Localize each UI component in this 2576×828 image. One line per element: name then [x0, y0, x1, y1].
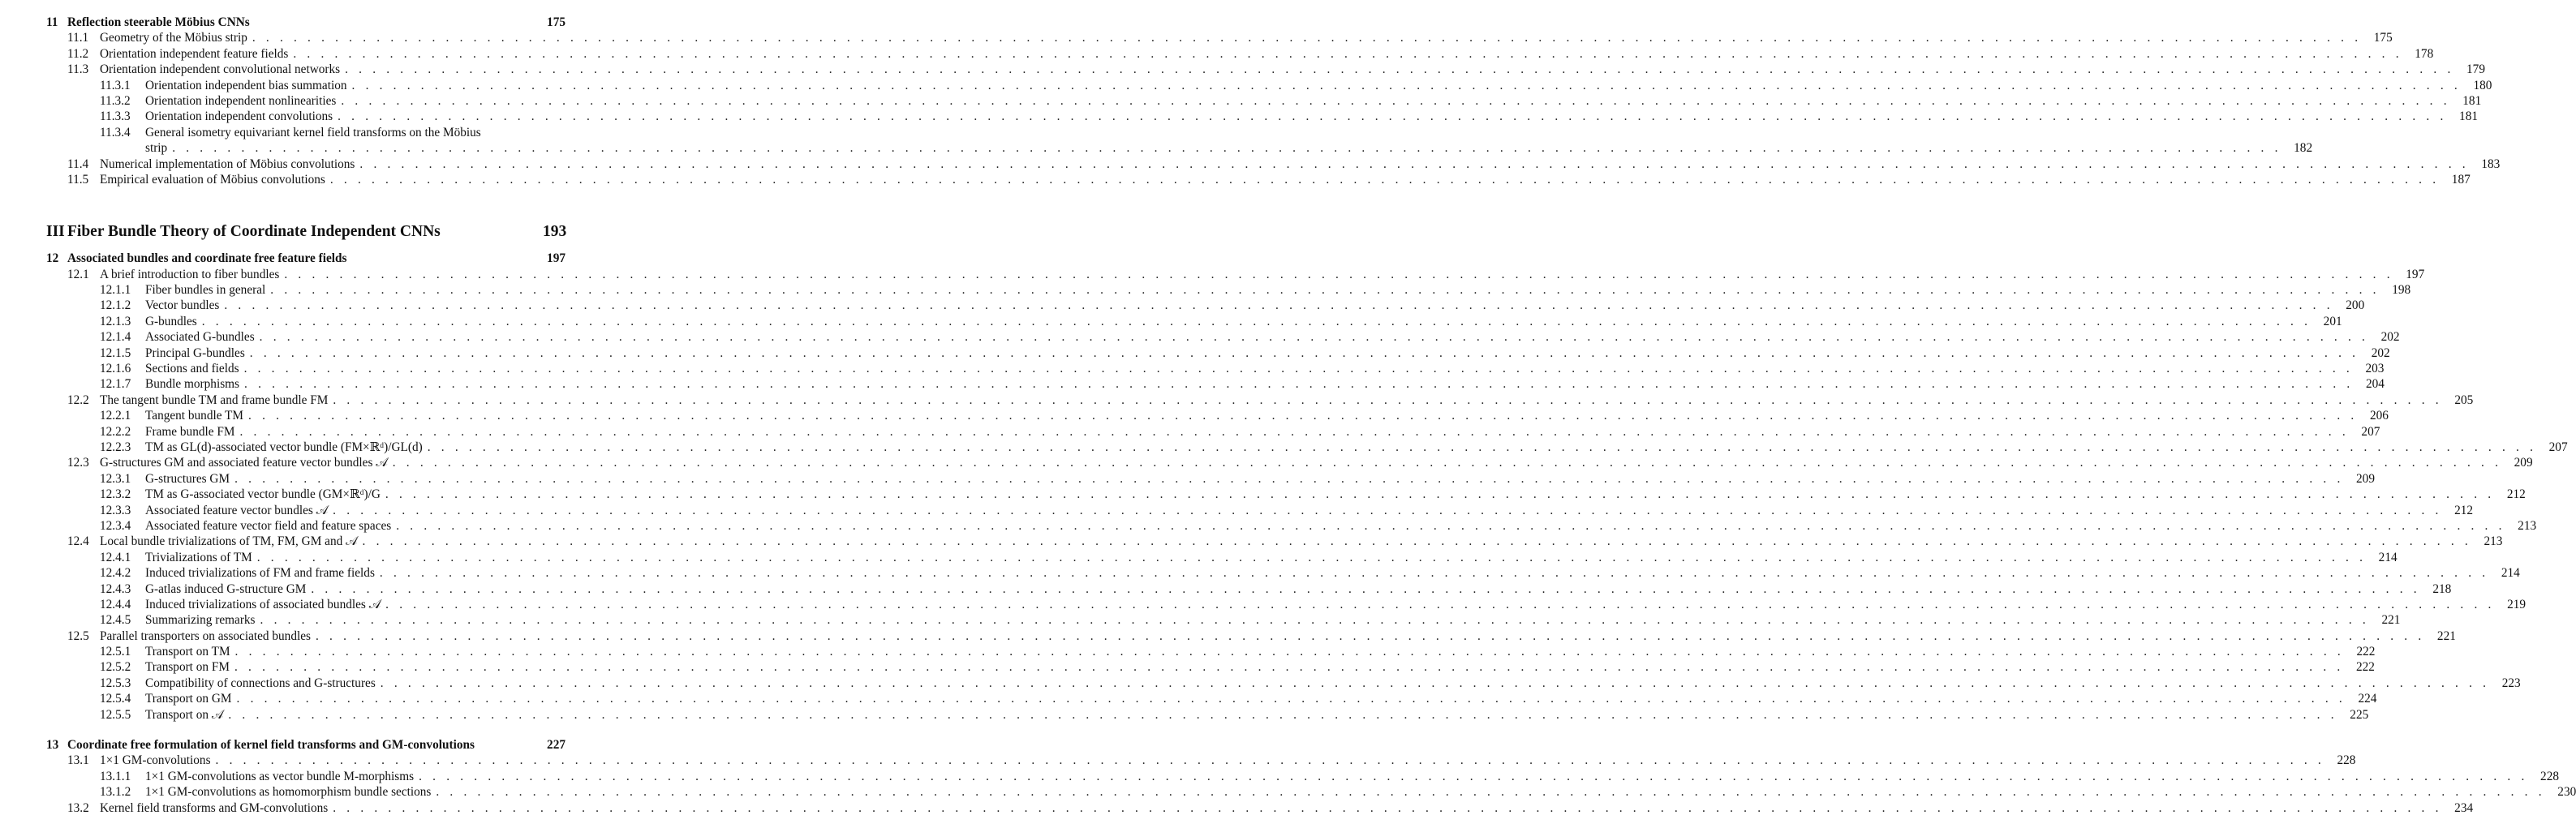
- entry-page-number: 202: [2380, 330, 2400, 345]
- toc-subsection-entry[interactable]: [46, 125, 2313, 157]
- entry-title: Kernel field transforms and GM-convolutions: [100, 800, 329, 815]
- entry-title-line2: strip: [145, 141, 168, 156]
- entry-number: 12.2.1: [100, 409, 131, 423]
- toc-section-entry[interactable]: [46, 30, 2393, 45]
- entry-title: Compatibility of connections and G-structures: [145, 676, 376, 690]
- toc-subsection-entry[interactable]: [46, 78, 2492, 93]
- entry-page-number: 181: [2459, 109, 2478, 124]
- entry-page-number: 178: [2415, 46, 2434, 61]
- entry-title: Trivializations of TM: [145, 550, 252, 564]
- entry-title: General isometry equivariant kernel field transforms on the Möbius: [145, 125, 481, 139]
- entry-number: 11.5: [67, 172, 89, 187]
- entry-title: Induced trivializations of FM and frame fields: [145, 566, 375, 581]
- toc-part-entry[interactable]: [46, 220, 566, 244]
- leader-dots: [260, 329, 2369, 345]
- toc-section-entry[interactable]: [46, 172, 2471, 187]
- leader-dots: [436, 784, 2545, 800]
- leader-dots: [244, 361, 2354, 376]
- entry-page-number: 182: [2294, 141, 2313, 156]
- entry-number: 11.4: [67, 157, 89, 171]
- entry-title: G-structures GM and associated feature vector bundles 𝒜: [100, 456, 388, 470]
- leader-dots: [396, 518, 2505, 534]
- toc-section-entry[interactable]: [46, 267, 2425, 282]
- entry-page-number: 221: [2436, 629, 2456, 643]
- entry-title: Reflection steerable Möbius CNNs: [67, 15, 250, 29]
- entry-title: Summarizing remarks: [145, 613, 256, 628]
- entry-number: 11.2: [67, 46, 89, 61]
- toc-subsection-entry[interactable]: [46, 329, 2400, 345]
- toc-subsection-entry[interactable]: [46, 518, 2537, 534]
- entry-number: 12.4.2: [100, 566, 131, 581]
- entry-page-number: 213: [2518, 518, 2537, 533]
- entry-title: Fiber bundles in general: [145, 283, 266, 298]
- entry-number: 12.3.1: [100, 471, 131, 486]
- leader-dots: [311, 581, 2420, 597]
- toc-subsection-entry[interactable]: [46, 565, 2520, 581]
- leader-dots: [359, 157, 2469, 172]
- entry-number: 12.5.5: [100, 707, 131, 722]
- entry-number: 12.4.4: [100, 597, 131, 611]
- toc-section-entry[interactable]: [46, 753, 2356, 768]
- entry-number: 13.1: [67, 753, 89, 768]
- entry-page-number: 224: [2358, 692, 2377, 706]
- entry-title-block: [145, 125, 2312, 157]
- leader-dots: [234, 471, 2344, 487]
- toc-subsection-entry[interactable]: [46, 691, 2377, 706]
- leader-dots: [248, 408, 2358, 423]
- entry-number: 12.1.7: [100, 377, 131, 392]
- entry-number: III: [46, 223, 65, 241]
- toc-subsection-entry[interactable]: [46, 659, 2375, 675]
- leader-dots: [341, 93, 2450, 109]
- toc-subsection-entry[interactable]: [46, 597, 2527, 612]
- entry-page-number: 221: [2381, 613, 2401, 628]
- entry-number: 11.1: [67, 31, 89, 45]
- entry-title: A brief introduction to fiber bundles: [100, 267, 280, 281]
- entry-page-number: 203: [2365, 362, 2385, 376]
- entry-page-number: 209: [2514, 456, 2533, 470]
- entry-title: Orientation independent bias summation: [145, 78, 347, 92]
- toc-subsection-entry[interactable]: [46, 612, 2401, 628]
- entry-title: Associated feature vector field and feature spaces: [145, 518, 392, 533]
- entry-title: 1×1 GM-convolutions as vector bundle M-morphisms: [145, 769, 415, 783]
- entry-number: 12.4.3: [100, 581, 131, 596]
- entry-page-number: 207: [2548, 440, 2568, 454]
- leader-dots: [235, 644, 2345, 659]
- entry-number: 12.1.6: [100, 362, 131, 376]
- entry-number: 13.2: [67, 800, 89, 815]
- entry-number: 12.4.5: [100, 613, 131, 628]
- entry-title: Vector bundles: [145, 298, 220, 313]
- toc-subsection-entry[interactable]: [46, 784, 2576, 800]
- leader-dots: [257, 550, 2367, 565]
- toc-subsection-entry[interactable]: [46, 424, 2380, 440]
- leader-dots: [260, 612, 2370, 628]
- entry-title: Orientation independent nonlinearities: [145, 93, 337, 108]
- table-of-contents: [46, 15, 2576, 816]
- entry-number: 12.2.2: [100, 424, 131, 439]
- leader-dots: [333, 503, 2442, 518]
- entry-number: 12.2.3: [100, 440, 131, 454]
- entry-page-number: 187: [2451, 172, 2471, 187]
- leader-dots: [239, 424, 2349, 440]
- toc-section-entry[interactable]: [46, 800, 2474, 816]
- entry-number: 12.1.2: [100, 298, 131, 313]
- entry-title: Orientation independent feature fields: [100, 46, 289, 61]
- leader-dots: [333, 800, 2442, 816]
- entry-title-continued: [145, 140, 2312, 156]
- entry-title: 1×1 GM-convolutions as homomorphism bundle sections: [145, 785, 432, 800]
- entry-title: TM as GL(d)-associated vector bundle (FM×ℝᵈ)/GL(d): [145, 440, 423, 454]
- entry-page-number: 201: [2323, 314, 2342, 328]
- entry-page-number: 234: [2454, 800, 2474, 815]
- leader-dots: [380, 565, 2489, 581]
- entry-number: 12.5.1: [100, 645, 131, 659]
- toc-subsection-entry[interactable]: [46, 644, 2376, 659]
- entry-page-number: 175: [547, 15, 566, 29]
- leader-dots: [385, 487, 2495, 502]
- entry-number: 12: [46, 251, 59, 266]
- entry-title: Tangent bundle TM: [145, 409, 244, 423]
- entry-number: 12.3: [67, 456, 89, 470]
- toc-section-entry[interactable]: [46, 62, 2485, 77]
- leader-dots: [293, 46, 2402, 62]
- entry-page-number: 225: [2350, 707, 2369, 722]
- entry-number: 12.2: [67, 393, 89, 407]
- entry-number: 12.3.4: [100, 518, 131, 533]
- entry-page-number: 222: [2356, 645, 2376, 659]
- entry-title: Parallel transporters on associated bundles: [100, 629, 311, 643]
- leader-dots: [352, 78, 2462, 93]
- entry-page-number: 209: [2356, 471, 2375, 486]
- toc-subsection-entry[interactable]: [46, 487, 2526, 502]
- entry-page-number: 213: [2484, 534, 2503, 549]
- entry-number: 12.5.4: [100, 692, 131, 706]
- entry-number: 12.1.1: [100, 283, 131, 298]
- entry-title: G-bundles: [145, 314, 197, 328]
- leader-dots: [385, 597, 2495, 612]
- leader-dots: [363, 534, 2472, 549]
- entry-page-number: 212: [2454, 503, 2474, 517]
- entry-number: 13.1.2: [100, 785, 131, 800]
- entry-page-number: 200: [2346, 298, 2365, 313]
- entry-number: 12.3.3: [100, 503, 131, 517]
- entry-page-number: 214: [2501, 566, 2520, 581]
- toc-section-entry[interactable]: [46, 393, 2474, 408]
- entry-title: Numerical implementation of Möbius convolutions: [100, 157, 355, 171]
- entry-page-number: 197: [547, 251, 566, 266]
- leader-dots: [228, 707, 2337, 723]
- spacer: [46, 244, 566, 251]
- entry-title: The tangent bundle TM and frame bundle FM: [100, 393, 329, 407]
- toc-chapter-entry[interactable]: [46, 737, 566, 753]
- entry-title: Principal G-bundles: [145, 345, 245, 360]
- entry-page-number: 197: [2406, 267, 2425, 281]
- entry-number: 12.1.4: [100, 330, 131, 345]
- entry-page-number: 230: [2557, 785, 2576, 800]
- entry-number: 11.3.3: [100, 109, 131, 124]
- entry-page-number: 204: [2365, 377, 2385, 392]
- entry-page-number: 214: [2378, 550, 2398, 564]
- leader-dots: [234, 659, 2344, 675]
- entry-title: Geometry of the Möbius strip: [100, 31, 247, 45]
- leader-dots: [244, 376, 2354, 392]
- entry-page-number: 218: [2432, 581, 2452, 596]
- toc-subsection-entry[interactable]: [46, 361, 2385, 376]
- leader-dots: [338, 109, 2447, 124]
- entry-page-number: 223: [2501, 676, 2521, 690]
- entry-number: 13.1.1: [100, 769, 131, 783]
- entry-page-number: 202: [2371, 345, 2390, 360]
- leader-dots: [202, 314, 2312, 329]
- toc-subsection-entry[interactable]: [46, 581, 2452, 597]
- toc-subsection-entry[interactable]: [46, 503, 2474, 518]
- entry-page-number: 205: [2454, 393, 2474, 407]
- leader-dots: [216, 753, 2325, 768]
- entry-page-number: 175: [2373, 31, 2393, 45]
- entry-page-number: 183: [2481, 157, 2501, 171]
- entry-page-number: 193: [543, 223, 567, 241]
- leader-dots: [393, 455, 2502, 470]
- entry-page-number: 206: [2369, 409, 2389, 423]
- leader-dots: [345, 62, 2454, 77]
- entry-title: Local bundle trivializations of TM, FM, GM and 𝒜: [100, 534, 358, 549]
- entry-title: Transport on GM: [145, 692, 232, 706]
- leader-dots: [381, 676, 2490, 691]
- entry-number: 11.3.4: [100, 125, 131, 139]
- toc-section-entry[interactable]: [46, 455, 2533, 470]
- entry-number: 12.5.2: [100, 660, 131, 675]
- toc-subsection-entry[interactable]: [46, 550, 2398, 565]
- toc-subsection-entry[interactable]: [46, 109, 2478, 124]
- entry-number: 12.3.2: [100, 487, 131, 502]
- entry-title: Associated G-bundles: [145, 330, 255, 345]
- entry-number: 12.1.5: [100, 345, 131, 360]
- entry-title: Transport on FM: [145, 660, 230, 675]
- leader-dots: [270, 282, 2380, 298]
- entry-title: Bundle morphisms: [145, 377, 240, 392]
- entry-title: Frame bundle FM: [145, 424, 235, 439]
- entry-page-number: 207: [2361, 424, 2380, 439]
- entry-title: Transport on 𝒜: [145, 707, 224, 722]
- leader-dots: [172, 140, 2281, 156]
- entry-title: 1×1 GM-convolutions: [100, 753, 211, 768]
- leader-dots: [428, 440, 2537, 455]
- leader-dots: [252, 30, 2362, 45]
- toc-subsection-entry[interactable]: [46, 769, 2559, 784]
- leader-dots: [333, 393, 2442, 408]
- entry-title: Associated feature vector bundles 𝒜: [145, 503, 329, 517]
- toc-subsection-entry[interactable]: [46, 707, 2369, 723]
- toc-subsection-entry[interactable]: [46, 376, 2385, 392]
- toc-subsection-entry[interactable]: [46, 345, 2390, 361]
- entry-title: Orientation independent convolutions: [145, 109, 333, 124]
- entry-number: 11.3.1: [100, 78, 131, 92]
- toc-section-entry[interactable]: [46, 629, 2456, 644]
- entry-title: TM as G-associated vector bundle (GM×ℝᵈ)/G: [145, 487, 381, 502]
- entry-number: 12.1.3: [100, 314, 131, 328]
- entry-number: 12.4.1: [100, 550, 131, 564]
- entry-page-number: 181: [2462, 93, 2482, 108]
- entry-title: Associated bundles and coordinate free feature fields: [67, 251, 347, 266]
- toc-subsection-entry[interactable]: [46, 282, 2411, 298]
- entry-title: G-atlas induced G-structure GM: [145, 581, 307, 596]
- toc-subsection-entry[interactable]: [46, 408, 2389, 423]
- entry-page-number: 228: [2540, 769, 2559, 783]
- entry-number: 13: [46, 738, 59, 753]
- toc-chapter-entry[interactable]: [46, 251, 566, 266]
- entry-page-number: 212: [2506, 487, 2526, 502]
- leader-dots: [284, 267, 2393, 282]
- toc-subsection-entry[interactable]: [46, 440, 2568, 455]
- entry-number: 12.4: [67, 534, 89, 549]
- toc-chapter-entry[interactable]: [46, 15, 566, 30]
- leader-dots: [330, 172, 2440, 187]
- entry-number: 11: [46, 15, 58, 29]
- leader-dots: [250, 345, 2359, 361]
- toc-section-entry[interactable]: [46, 46, 2434, 62]
- leader-dots: [419, 769, 2528, 784]
- toc-subsection-entry[interactable]: [46, 471, 2375, 487]
- entry-title: Sections and fields: [145, 362, 239, 376]
- entry-page-number: 198: [2392, 283, 2411, 298]
- toc-section-entry[interactable]: [46, 534, 2503, 549]
- toc-section-entry[interactable]: [46, 157, 2501, 172]
- entry-number: 12.5: [67, 629, 89, 643]
- entry-title: Induced trivializations of associated bundles 𝒜: [145, 597, 381, 611]
- entry-number: 12.5.3: [100, 676, 131, 690]
- leader-dots: [224, 298, 2333, 313]
- entry-page-number: 179: [2466, 62, 2485, 77]
- entry-page-number: 228: [2337, 753, 2356, 768]
- entry-page-number: 222: [2355, 660, 2375, 675]
- entry-title: Fiber Bundle Theory of Coordinate Independent CNNs: [67, 223, 441, 241]
- entry-title: Coordinate free formulation of kernel field transforms and GM-convolutions: [67, 738, 475, 753]
- spacer: [46, 723, 566, 737]
- entry-number: 11.3: [67, 62, 89, 77]
- leader-dots: [237, 691, 2346, 706]
- toc-subsection-entry[interactable]: [46, 298, 2365, 313]
- toc-subsection-entry[interactable]: [46, 93, 2482, 109]
- entry-title: G-structures GM: [145, 471, 230, 486]
- entry-page-number: 180: [2473, 78, 2492, 92]
- toc-subsection-entry[interactable]: [46, 676, 2521, 691]
- entry-number: 11.3.2: [100, 93, 131, 108]
- entry-title: Orientation independent convolutional networks: [100, 62, 341, 77]
- toc-subsection-entry[interactable]: [46, 314, 2342, 329]
- entry-title: Transport on TM: [145, 645, 230, 659]
- entry-page-number: 219: [2507, 597, 2527, 611]
- entry-number: 12.1: [67, 267, 89, 281]
- entry-title: Empirical evaluation of Möbius convolutions: [100, 172, 325, 187]
- entry-page-number: 227: [547, 738, 566, 753]
- leader-dots: [316, 629, 2425, 644]
- spacer: [46, 187, 566, 220]
